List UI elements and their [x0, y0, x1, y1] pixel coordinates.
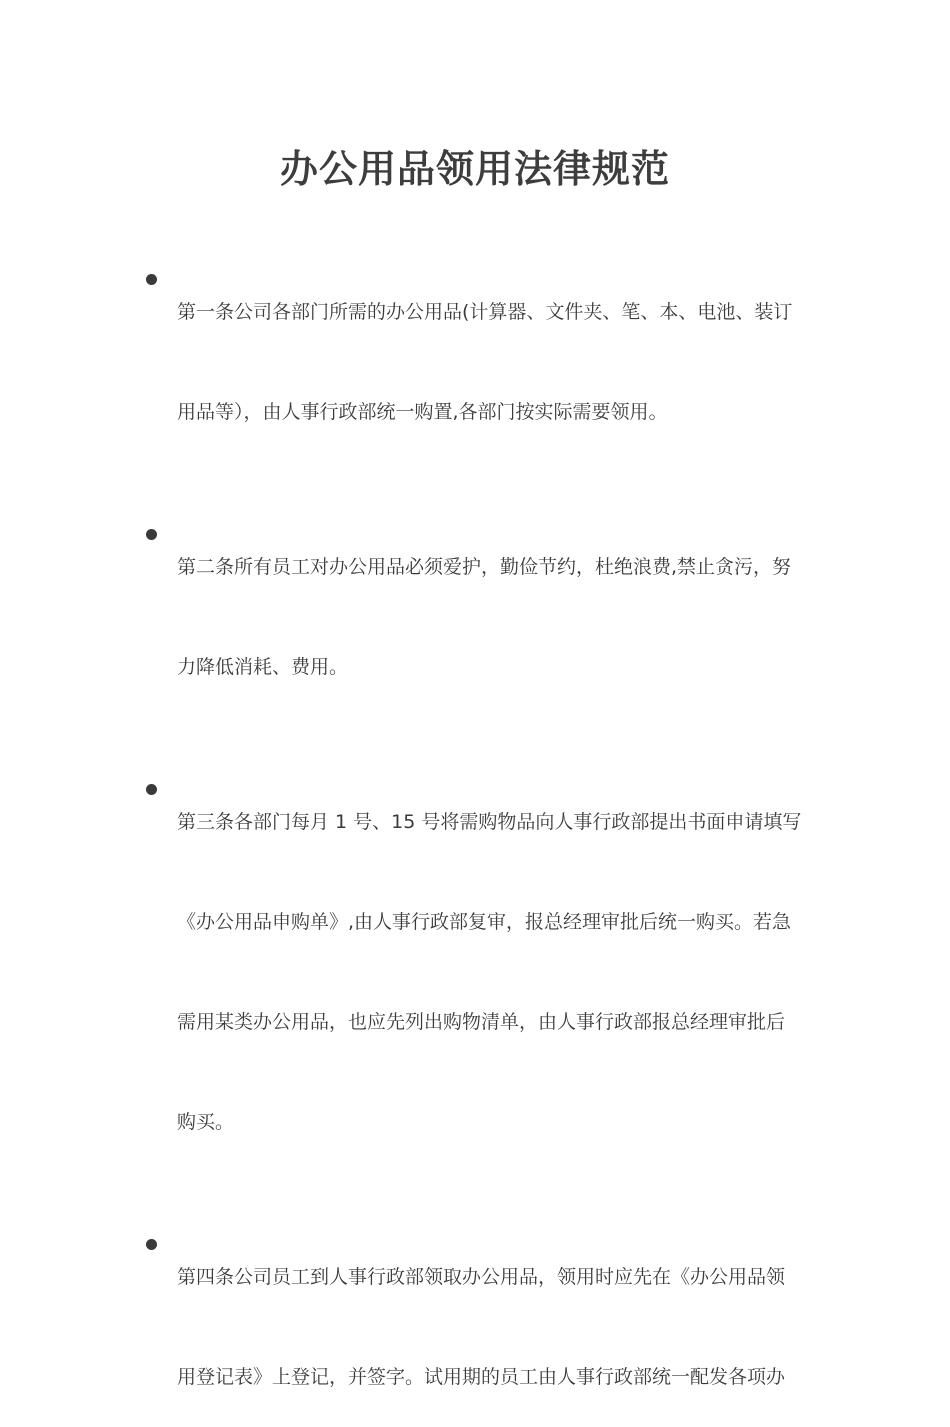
article-line: 需用某类办公用品，也应先列出购物清单，由人事行政部报总经理审批后	[177, 1011, 786, 1033]
article-item	[145, 1227, 810, 1427]
article-line: 购买。	[177, 1111, 235, 1133]
article-line: 第四条公司员工到人事行政部领取办公用品，领用时应先在《办公用品领	[177, 1266, 786, 1288]
article-item	[145, 262, 810, 462]
article-list	[145, 303, 810, 1427]
article-line: 用登记表》上登记，并签字。试用期的员工由人事行政部统一配发各项办	[177, 1366, 786, 1388]
bullet-icon	[146, 784, 157, 795]
article-line: 力降低消耗、费用。	[177, 656, 349, 678]
document-title: 办公用品领用法律规范	[279, 147, 670, 191]
article-item	[145, 772, 810, 1172]
bullet-icon	[146, 274, 157, 285]
article-line: 第三条各部门每月 1 号、15 号将需购物品向人事行政部提出书面申请填写	[177, 811, 802, 833]
article-line: 第二条所有员工对办公用品必须爱护，勤俭节约，杜绝浪费,禁止贪污，努	[177, 556, 792, 578]
article-line: 用品等），由人事行政部统一购置,各部门按实际需要领用。	[177, 401, 668, 423]
article-line: 第一条公司各部门所需的办公用品(计算器、文件夹、笔、本、电池、装订	[177, 301, 793, 323]
article-line: 《办公用品申购单》,由人事行政部复审，报总经理审批后统一购买。若急	[177, 911, 792, 933]
bullet-icon	[146, 1239, 157, 1250]
bullet-icon	[146, 529, 157, 540]
article-item	[145, 517, 810, 717]
